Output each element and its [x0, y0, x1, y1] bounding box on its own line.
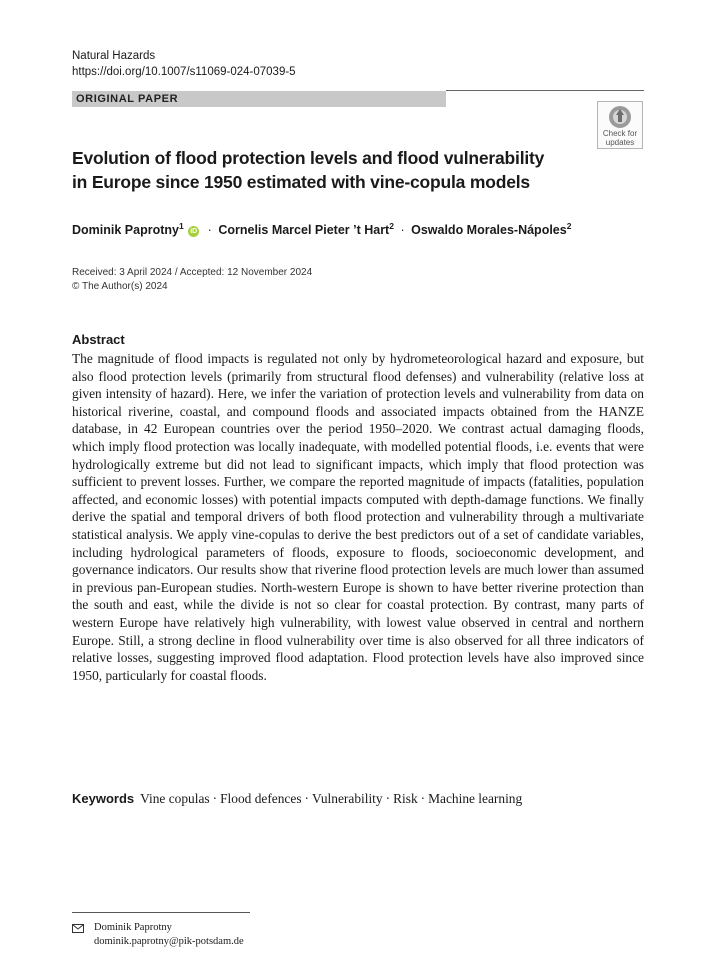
check-for-updates-badge[interactable]: [597, 101, 643, 149]
abstract-heading: Abstract: [72, 332, 125, 347]
affiliation-marker: 1: [178, 221, 184, 231]
author-name[interactable]: Dominik Paprotny: [72, 223, 179, 238]
corresponding-author-footnote: [72, 921, 244, 949]
footnote-rule: [72, 912, 250, 913]
check-updates-label: Check for updates: [602, 129, 638, 147]
publication-dates: [72, 266, 312, 294]
keywords-section: [72, 791, 522, 807]
paper-title: Evolution of flood protection levels and flood vulnerability in Europe since 1950 estimated with vine-copula models: [72, 148, 545, 192]
keyword[interactable]: Vine copulas: [140, 791, 210, 806]
keyword-separator: ·: [304, 791, 309, 806]
affiliation-marker: 2: [389, 221, 394, 231]
received-accepted: Received: 3 April 2024 / Accepted: 12 November 2024: [72, 267, 313, 278]
journal-info: [72, 48, 296, 80]
copyright: © The Author(s) 2024: [72, 281, 168, 292]
author-name[interactable]: Oswaldo Morales-Nápoles: [411, 223, 567, 238]
keyword[interactable]: Machine learning: [428, 791, 523, 806]
keyword[interactable]: Risk: [393, 791, 418, 806]
author-name[interactable]: Cornelis Marcel Pieter ’t Hart: [218, 223, 390, 238]
footnote-email[interactable]: dominik.paprotny@pik-potsdam.de: [94, 936, 244, 947]
keyword-separator: ·: [385, 791, 391, 806]
journal-name: Natural Hazards: [72, 50, 156, 62]
author-separator: ·: [207, 223, 212, 238]
article-type-banner: ORIGINAL PAPER: [72, 91, 446, 107]
doi-link[interactable]: https://doi.org/10.1007/s11069-024-07039-5: [72, 66, 296, 78]
orcid-icon[interactable]: iD: [190, 228, 198, 236]
keyword-separator: ·: [212, 791, 218, 806]
check-updates-icon: [608, 105, 632, 129]
author-separator: ·: [400, 223, 405, 238]
affiliation-marker: 2: [566, 221, 572, 231]
header-rule: [446, 90, 644, 91]
abstract-text: The magnitude of flood impacts is regulated not only by hydrometeorological hazard and exposure, but also flood protection levels (primarily from structural flood defenses) and vulnerability (relative loss at given intensity of hazard). Here, we infer the variation of protection levels and vulnerability from data on historical riverine, coastal, and compound floods and associated impacts obtained from the HANZE database, in 42 European countries over the period 1950–2020. We contrast actual damaging floods, which imply flood protection was locally inadequate, with modelled potential floods, i.e. events that were hydrologically extreme but did not lead to significant impacts, which imply that flood protection was sufficient to prevent losses. Further, we compare the reported magnitude of impacts (fatalities, population affected, and economic losses) with potential impacts computed with depth-damage functions. We finally derive the spatial and temporal drivers of both flood protection and vulnerability through a multivariate statistical analysis. We apply vine-copulas to derive the best predictors out of a set of candidate variables, including hydrological parameters of floods, exposure to floods, socioeconomic development, and governance indicators. Our results show that riverine flood protection levels are much lower than assumed in previous pan-European studies. North-western Europe is shown to have better riverine protection than the south and east, while the divide is not so clear for coastal protection. By contrast, many parts of western Europe have relatively high vulnerability, with lowest value observed in central and northern Europe. Still, a strong decline in flood vulnerability over time is also observed for all three indicators of relative losses, suggesting improved flood adaptation. Flood protection levels have also improved since 1950, particularly for coastal floods.: [72, 351, 644, 683]
keyword[interactable]: Flood defences: [220, 791, 302, 806]
keyword-separator: ·: [420, 791, 426, 806]
footnote-name: Dominik Paprotny: [94, 922, 172, 933]
author-list: [72, 221, 571, 237]
keyword[interactable]: Vulnerability: [312, 791, 383, 806]
keywords-label: Keywords: [72, 791, 135, 806]
envelope-icon: [72, 924, 84, 933]
